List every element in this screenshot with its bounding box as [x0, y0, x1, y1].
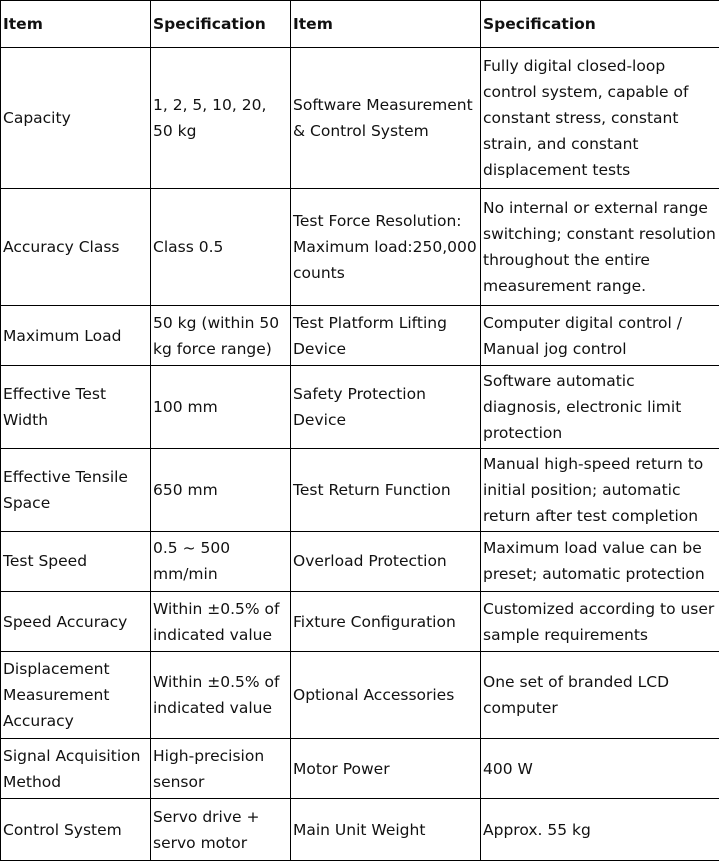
table-cell: Within ±0.5% of indicated value [151, 652, 291, 739]
table-cell: Computer digital control / Manual jog control [481, 305, 719, 365]
table-cell: 1, 2, 5, 10, 20, 50 kg [151, 48, 291, 189]
table-cell: Test Platform Lifting Device [291, 305, 481, 365]
table-cell: High-precision sensor [151, 739, 291, 799]
header-item: Item [1, 1, 151, 48]
table-cell: Effective Test Width [1, 366, 151, 449]
table-cell: Displacement Measurement Accuracy [1, 652, 151, 739]
table-cell: 650 mm [151, 448, 291, 531]
table-cell: Optional Accessories [291, 652, 481, 739]
table-cell: Motor Power [291, 739, 481, 799]
table-cell: Overload Protection [291, 531, 481, 591]
table-row [1, 448, 719, 531]
header-specification: Specification [481, 1, 719, 48]
table-cell: 50 kg (within 50 kg force range) [151, 305, 291, 365]
table-cell: Accuracy Class [1, 189, 151, 306]
table-cell: 0.5 ~ 500 mm/min [151, 531, 291, 591]
table-cell: 400 W [481, 739, 719, 799]
table-cell: Test Force Resolution: Maximum load:250,000 counts [291, 189, 481, 306]
table-row [1, 48, 719, 189]
table-row [1, 652, 719, 739]
table-row [1, 305, 719, 365]
table-cell: 100 mm [151, 366, 291, 449]
table-row [1, 739, 719, 799]
table-cell: Test Return Function [291, 448, 481, 531]
table-cell: Control System [1, 799, 151, 861]
header-item: Item [291, 1, 481, 48]
table-cell: Customized according to user sample requirements [481, 591, 719, 651]
table-row [1, 366, 719, 449]
table-cell: Capacity [1, 48, 151, 189]
table-cell: Servo drive + servo motor [151, 799, 291, 861]
table-header-row [1, 1, 719, 48]
table-cell: Fully digital closed-loop control system, capable of constant stress, constant strain, and constant displacement tests [481, 48, 719, 189]
table-cell: Maximum load value can be preset; automatic protection [481, 531, 719, 591]
table-cell: Software Measurement & Control System [291, 48, 481, 189]
table-cell: Signal Acquisition Method [1, 739, 151, 799]
table-row [1, 531, 719, 591]
table-cell: Fixture Configuration [291, 591, 481, 651]
table-row [1, 189, 719, 306]
table-cell: No internal or external range switching; constant resolution throughout the entire measurement range. [481, 189, 719, 306]
table-cell: Main Unit Weight [291, 799, 481, 861]
table-cell: Test Speed [1, 531, 151, 591]
header-specification: Specification [151, 1, 291, 48]
table-cell: Manual high-speed return to initial position; automatic return after test completion [481, 448, 719, 531]
table-cell: Speed Accuracy [1, 591, 151, 651]
table-cell: Safety Protection Device [291, 366, 481, 449]
table-cell: Effective Tensile Space [1, 448, 151, 531]
table-cell: One set of branded LCD computer [481, 652, 719, 739]
table-cell: Approx. 55 kg [481, 799, 719, 861]
table-row [1, 591, 719, 651]
table-cell: Maximum Load [1, 305, 151, 365]
table-cell: Software automatic diagnosis, electronic limit protection [481, 366, 719, 449]
table-cell: Within ±0.5% of indicated value [151, 591, 291, 651]
table-row [1, 799, 719, 861]
table-cell: Class 0.5 [151, 189, 291, 306]
